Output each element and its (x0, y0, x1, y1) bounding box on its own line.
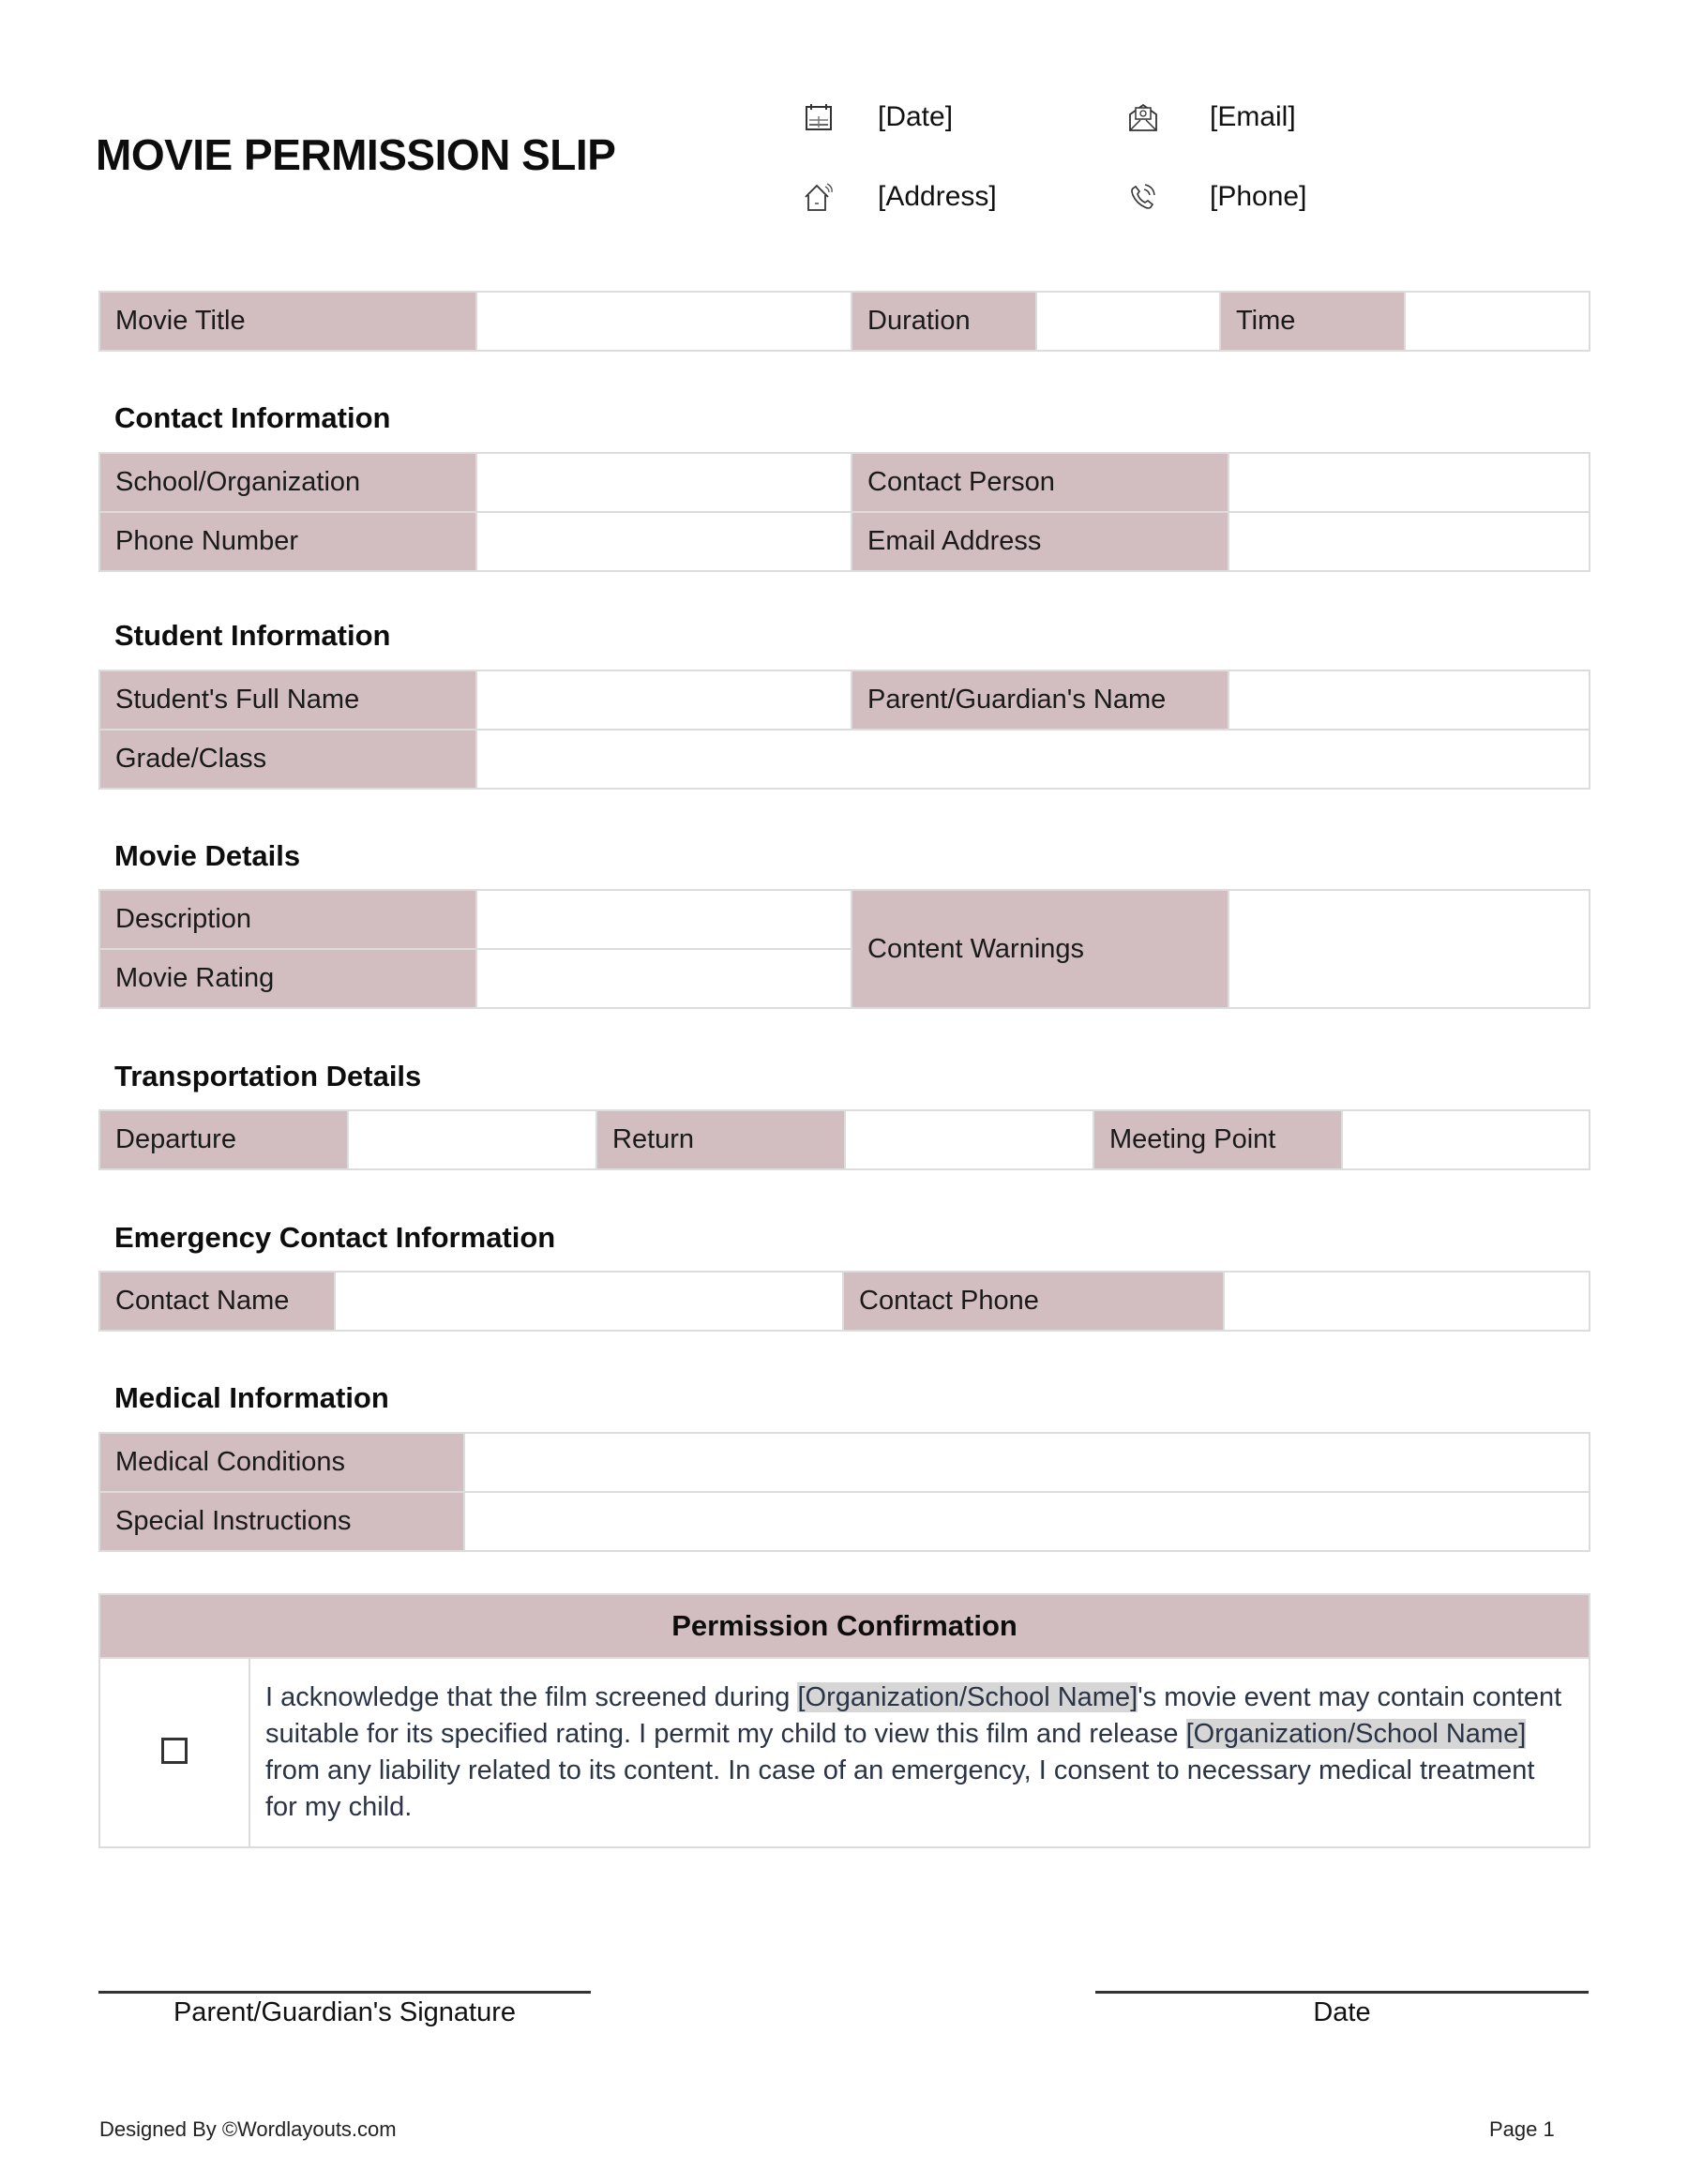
header-phone-text[interactable]: [Phone] (1210, 181, 1307, 212)
signature-date-line[interactable] (1095, 1991, 1589, 1994)
transportation-details-table (98, 1109, 1590, 1170)
permission-checkbox[interactable] (161, 1738, 188, 1764)
table-row (99, 1110, 1590, 1169)
table-row (99, 1433, 1590, 1492)
table-row (99, 730, 1590, 789)
grade-class-field[interactable] (476, 730, 1590, 789)
special-instructions-label: Special Instructions (99, 1492, 464, 1551)
time-label: Time (1220, 292, 1405, 351)
emergency-contact-name-field[interactable] (335, 1272, 843, 1331)
emergency-contact-phone-field[interactable] (1224, 1272, 1590, 1331)
movie-title-label: Movie Title (99, 292, 476, 351)
guardian-signature-line[interactable] (98, 1991, 591, 1994)
table-row (99, 1492, 1590, 1551)
table-row (99, 670, 1590, 730)
table-row (99, 1272, 1590, 1331)
content-warnings-label: Content Warnings (852, 890, 1228, 1008)
page-number: Page 1 (1489, 2117, 1555, 2141)
permission-text-part2: 's movie event may contain content suitable for its specified rating. I permit my child to view this film and release (265, 1682, 1562, 1749)
movie-details-table (98, 889, 1590, 1009)
emergency-contact-table (98, 1271, 1590, 1332)
table-row (99, 890, 1590, 949)
phone-icon (1127, 181, 1159, 213)
table-row (99, 292, 1590, 351)
contact-information-table (98, 452, 1590, 572)
student-information-heading: Student Information (114, 619, 391, 652)
signature-date-label: Date (1313, 1997, 1371, 2027)
header-date-text[interactable]: [Date] (878, 101, 954, 132)
meeting-point-field[interactable] (1342, 1110, 1590, 1169)
content-warnings-field[interactable] (1228, 890, 1590, 1008)
return-label: Return (596, 1110, 845, 1169)
organization-name-placeholder[interactable]: [Organization/School Name] (1185, 1719, 1527, 1749)
duration-field[interactable] (1036, 292, 1220, 351)
page-title: MOVIE PERMISSION SLIP (96, 130, 616, 179)
school-organization-label: School/Organization (99, 453, 476, 512)
departure-field[interactable] (348, 1110, 596, 1169)
header-address (803, 178, 997, 216)
phone-number-field[interactable] (476, 512, 852, 571)
email-address-field[interactable] (1228, 512, 1590, 571)
permission-statement (249, 1658, 1590, 1847)
transportation-details-heading: Transportation Details (114, 1060, 422, 1092)
movie-summary-table (98, 291, 1590, 352)
emergency-contact-name-label: Contact Name (99, 1272, 335, 1331)
grade-class-label: Grade/Class (99, 730, 476, 789)
contact-information-heading: Contact Information (114, 401, 391, 434)
contact-person-label: Contact Person (852, 453, 1228, 512)
medical-information-table (98, 1432, 1590, 1552)
special-instructions-field[interactable] (464, 1492, 1590, 1551)
description-field[interactable] (476, 890, 852, 949)
movie-details-heading: Movie Details (114, 839, 301, 872)
table-row (99, 453, 1590, 512)
permission-confirmation-heading: Permission Confirmation (99, 1594, 1590, 1658)
permission-confirmation-table (98, 1593, 1590, 1848)
time-field[interactable] (1405, 292, 1590, 351)
guardian-name-label: Parent/Guardian's Name (852, 670, 1228, 730)
table-row (99, 512, 1590, 571)
movie-rating-label: Movie Rating (99, 949, 476, 1008)
permission-text-part3: from any liability related to its content. In case of an emergency, I consent to necessary medical treatment for my child. (265, 1755, 1535, 1822)
medical-conditions-label: Medical Conditions (99, 1433, 464, 1492)
email-icon (1127, 101, 1159, 133)
footer-credit: Designed By ©Wordlayouts.com (99, 2117, 397, 2141)
phone-number-label: Phone Number (99, 512, 476, 571)
medical-information-heading: Medical Information (114, 1381, 389, 1414)
header-email-text[interactable]: [Email] (1210, 101, 1296, 132)
meeting-point-label: Meeting Point (1093, 1110, 1342, 1169)
header-phone (1127, 178, 1306, 216)
header-email (1127, 98, 1296, 136)
movie-rating-field[interactable] (476, 949, 852, 1008)
header-address-text[interactable]: [Address] (878, 181, 997, 212)
guardian-name-field[interactable] (1228, 670, 1590, 730)
home-icon (803, 181, 835, 213)
header-date (803, 98, 953, 136)
school-organization-field[interactable] (476, 453, 852, 512)
student-full-name-field[interactable] (476, 670, 852, 730)
calendar-icon (803, 101, 835, 133)
movie-title-field[interactable] (476, 292, 852, 351)
email-address-label: Email Address (852, 512, 1228, 571)
permission-text-part1: I acknowledge that the film screened during (265, 1682, 798, 1712)
student-full-name-label: Student's Full Name (99, 670, 476, 730)
organization-name-placeholder[interactable]: [Organization/School Name] (797, 1682, 1138, 1712)
medical-conditions-field[interactable] (464, 1433, 1590, 1492)
guardian-signature-label: Parent/Guardian's Signature (173, 1997, 517, 2027)
emergency-contact-heading: Emergency Contact Information (114, 1221, 556, 1254)
student-information-table (98, 670, 1590, 790)
permission-checkbox-cell (99, 1658, 249, 1847)
return-field[interactable] (845, 1110, 1093, 1169)
departure-label: Departure (99, 1110, 348, 1169)
duration-label: Duration (852, 292, 1036, 351)
contact-person-field[interactable] (1228, 453, 1590, 512)
emergency-contact-phone-label: Contact Phone (843, 1272, 1224, 1331)
description-label: Description (99, 890, 476, 949)
